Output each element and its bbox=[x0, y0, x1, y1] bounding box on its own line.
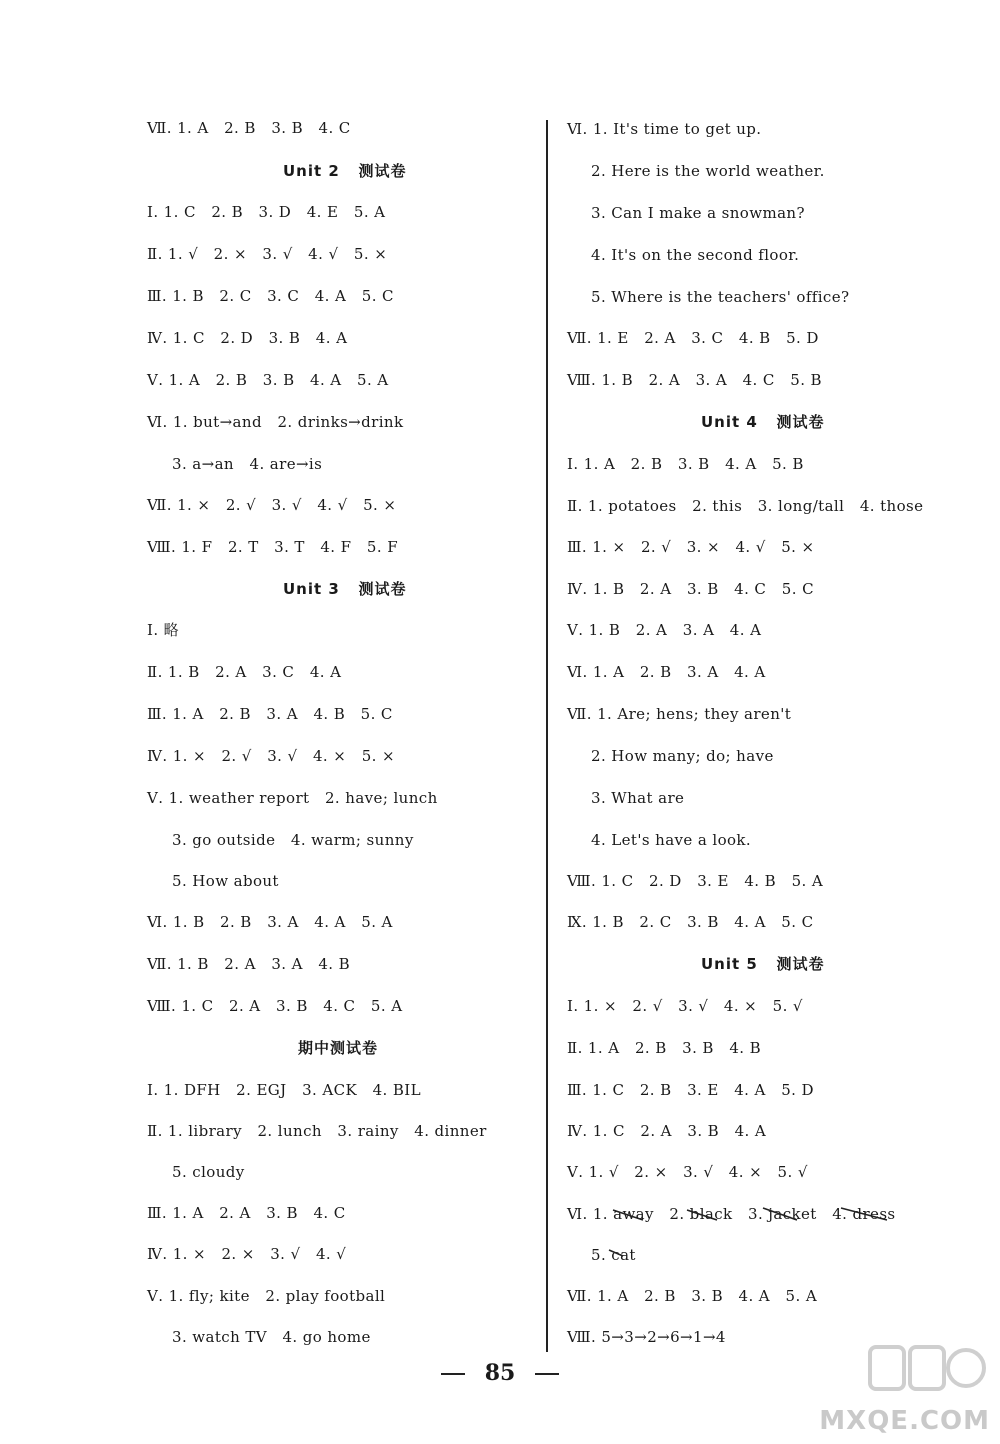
answer-line: Ⅲ. 1. B 2. C 3. C 4. A 5. C bbox=[147, 287, 394, 305]
answer-line: Ⅱ. 1. A 2. B 3. B 4. B bbox=[567, 1039, 762, 1057]
answer-line: Ⅷ. 1. B 2. A 3. A 4. C 5. B bbox=[567, 371, 822, 389]
watermark-logo-icon bbox=[866, 1332, 986, 1410]
answer-line: Ⅱ. 1. B 2. A 3. C 4. A bbox=[147, 663, 342, 681]
answer-line: 4. Let's have a look. bbox=[591, 831, 752, 849]
answer-line: Ⅳ. 1. C 2. A 3. B 4. A bbox=[567, 1122, 767, 1140]
answer-line: Ⅵ. 1. It's time to get up. bbox=[567, 120, 762, 138]
answer-line: Ⅶ. 1. A 2. B 3. B 4. A 5. A bbox=[567, 1287, 818, 1305]
answer-line: Ⅲ. 1. × 2. √ 3. × 4. √ 5. × bbox=[567, 538, 815, 556]
page-number-value: 85 bbox=[484, 1360, 516, 1386]
answer-line: Ⅷ. 1. C 2. A 3. B 4. C 5. A bbox=[147, 997, 403, 1015]
answer-line: 2. How many; do; have bbox=[591, 747, 774, 765]
answer-line: 3. go outside 4. warm; sunny bbox=[172, 831, 414, 849]
answer-line: Ⅶ. 1. A 2. B 3. B 4. C bbox=[147, 119, 351, 137]
answer-line: Ⅱ. 1. library 2. lunch 3. rainy 4. dinner bbox=[147, 1122, 487, 1140]
answer-line: Ⅴ. 1. B 2. A 3. A 4. A bbox=[567, 621, 762, 639]
answer-line: Ⅳ. 1. B 2. A 3. B 4. C 5. C bbox=[567, 580, 814, 598]
answer-line: Ⅸ. 1. B 2. C 3. B 4. A 5. C bbox=[567, 913, 814, 931]
answer-line: 5. How about bbox=[172, 872, 279, 890]
answer-line: Ⅶ. 1. B 2. A 3. A 4. B bbox=[147, 955, 351, 973]
answer-line: Ⅰ. 略 bbox=[147, 621, 180, 639]
answer-line: 3. a→an 4. are→is bbox=[172, 455, 323, 473]
section-heading-midterm: 期中测试卷 bbox=[298, 1039, 379, 1057]
section-heading-unit-5: Unit 5 测试卷 bbox=[701, 955, 825, 973]
section-heading-unit-3: Unit 3 测试卷 bbox=[283, 580, 407, 598]
answer-line: Ⅳ. 1. C 2. D 3. B 4. A bbox=[147, 329, 348, 347]
answer-line: Ⅰ. 1. DFH 2. EGJ 3. ACK 4. BIL bbox=[147, 1081, 421, 1099]
answer-line: Ⅱ. 1. potatoes 2. this 3. long/tall 4. those bbox=[567, 497, 924, 515]
answer-line: 5. cat bbox=[591, 1246, 636, 1264]
answer-line: Ⅴ. 1. fly; kite 2. play football bbox=[147, 1287, 386, 1305]
answer-line: 3. What are bbox=[591, 789, 685, 807]
dash-right bbox=[535, 1373, 559, 1375]
dash-left bbox=[441, 1373, 465, 1375]
answer-line: Ⅴ. 1. A 2. B 3. B 4. A 5. A bbox=[147, 371, 389, 389]
answer-line: Ⅵ. 1. A 2. B 3. A 4. A bbox=[567, 663, 766, 681]
answer-line: Ⅷ. 5→3→2→6→1→4 bbox=[567, 1328, 726, 1346]
answer-line: 4. It's on the second floor. bbox=[591, 246, 800, 264]
answer-line: Ⅱ. 1. √ 2. × 3. √ 4. √ 5. × bbox=[147, 245, 388, 263]
section-heading-unit-2: Unit 2 测试卷 bbox=[283, 162, 407, 180]
answer-line: Ⅵ. 1. but→and 2. drinks→drink bbox=[147, 413, 404, 431]
answer-line: 2. Here is the world weather. bbox=[591, 162, 825, 180]
column-divider bbox=[546, 120, 548, 1352]
answer-line: Ⅰ. 1. A 2. B 3. B 4. A 5. B bbox=[567, 455, 804, 473]
answer-line: Ⅷ. 1. C 2. D 3. E 4. B 5. A bbox=[567, 872, 824, 890]
answer-line: Ⅶ. 1. E 2. A 3. C 4. B 5. D bbox=[567, 329, 819, 347]
answer-line: Ⅶ. 1. × 2. √ 3. √ 4. √ 5. × bbox=[147, 496, 397, 514]
answer-line: Ⅵ. 1. B 2. B 3. A 4. A 5. A bbox=[147, 913, 393, 931]
section-heading-unit-4: Unit 4 测试卷 bbox=[701, 413, 825, 431]
handwritten-strike-marks bbox=[605, 1200, 905, 1260]
answer-line: 5. Where is the teachers' office? bbox=[591, 288, 850, 306]
watermark-text: MXQE.COM bbox=[819, 1406, 990, 1436]
answer-line: 3. watch TV 4. go home bbox=[172, 1328, 371, 1346]
answer-line: Ⅰ. 1. × 2. √ 3. √ 4. × 5. √ bbox=[567, 997, 803, 1015]
answer-line: Ⅶ. 1. Are; hens; they aren't bbox=[567, 705, 792, 723]
answer-line: Ⅲ. 1. A 2. B 3. A 4. B 5. C bbox=[147, 705, 393, 723]
answer-line: Ⅴ. 1. √ 2. × 3. √ 4. × 5. √ bbox=[567, 1163, 808, 1181]
answer-line: Ⅴ. 1. weather report 2. have; lunch bbox=[147, 789, 438, 807]
answer-line: Ⅵ. 1. away 2. black 3. jacket 4. dress bbox=[567, 1205, 896, 1223]
answer-line: Ⅳ. 1. × 2. √ 3. √ 4. × 5. × bbox=[147, 747, 395, 765]
answer-line: Ⅷ. 1. F 2. T 3. T 4. F 5. F bbox=[147, 538, 399, 556]
page-number bbox=[0, 1360, 1000, 1386]
answer-line: 3. Can I make a snowman? bbox=[591, 204, 805, 222]
answer-line: Ⅳ. 1. × 2. × 3. √ 4. √ bbox=[147, 1245, 347, 1263]
answer-line: Ⅰ. 1. C 2. B 3. D 4. E 5. A bbox=[147, 203, 386, 221]
answer-line: Ⅲ. 1. C 2. B 3. E 4. A 5. D bbox=[567, 1081, 814, 1099]
answer-line: Ⅲ. 1. A 2. A 3. B 4. C bbox=[147, 1204, 346, 1222]
answer-line: 5. cloudy bbox=[172, 1163, 245, 1181]
